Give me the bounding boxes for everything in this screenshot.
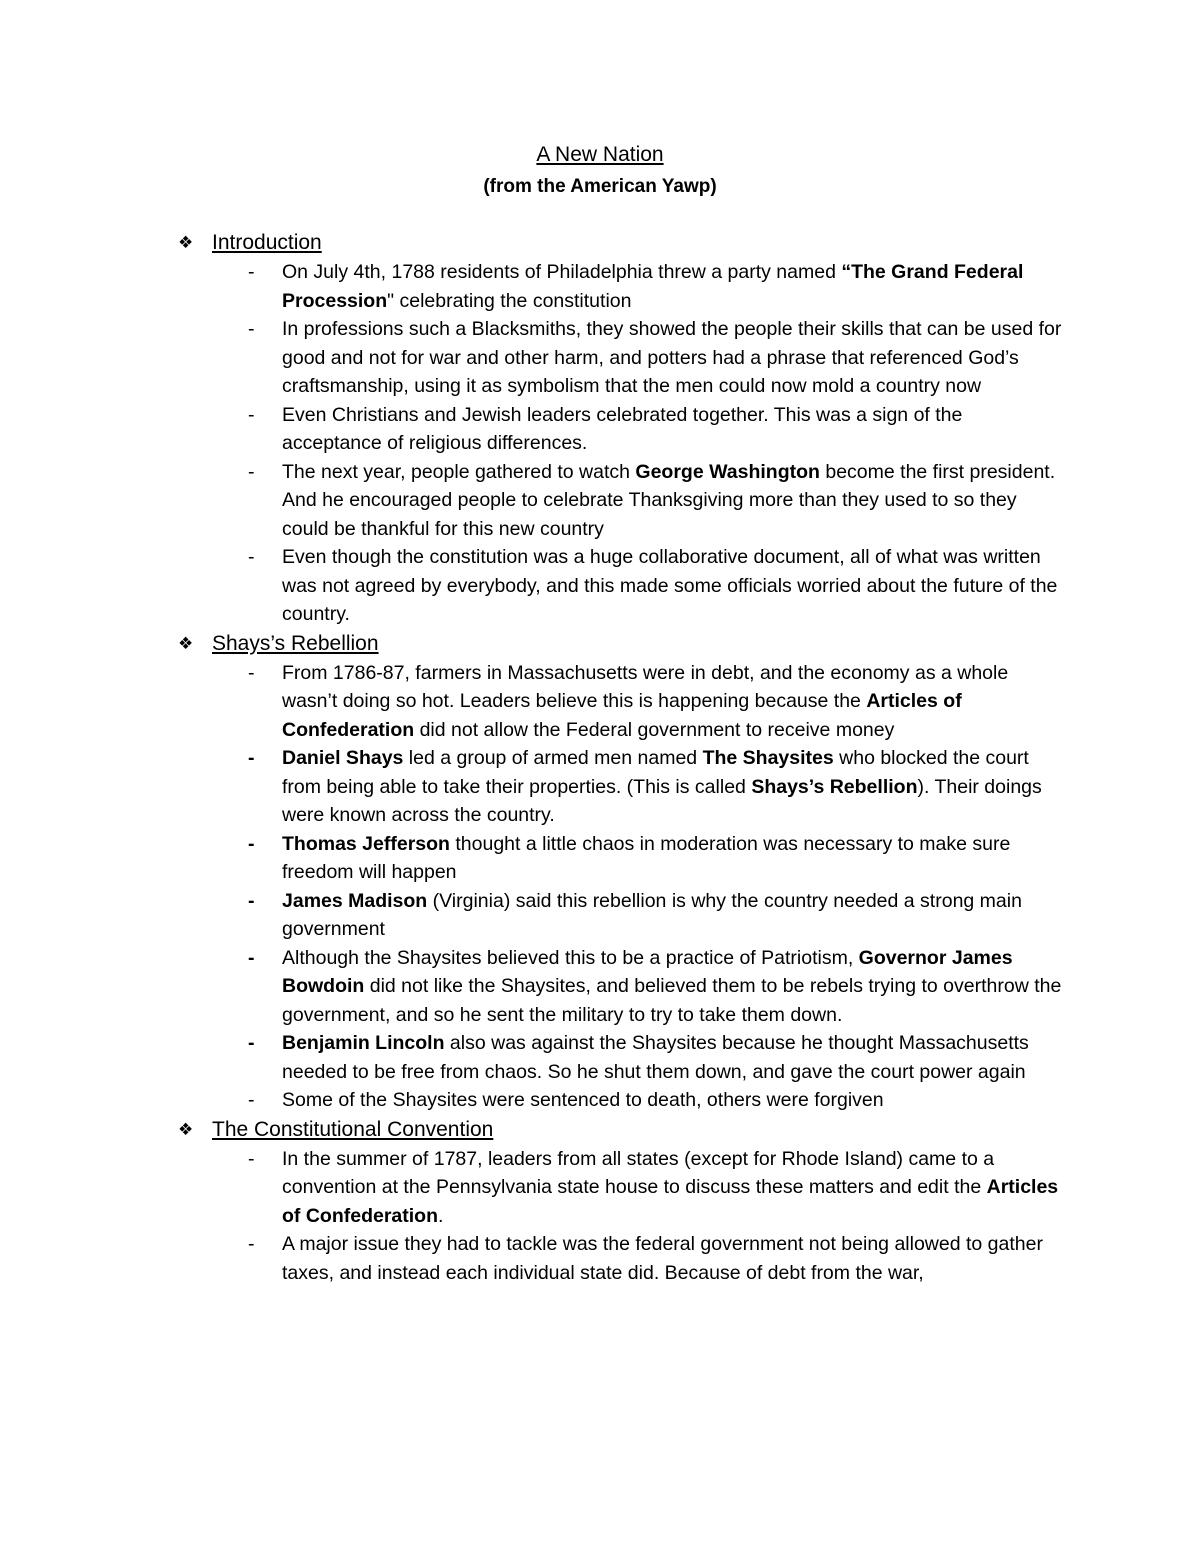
- dash-bullet: -: [248, 747, 255, 769]
- section-title: Introduction: [212, 231, 322, 254]
- bold-term: Shays’s Rebellion: [751, 775, 918, 798]
- dash-bullet: -: [248, 460, 255, 483]
- dash-bullet: -: [248, 1089, 255, 1111]
- list-item: [178, 1086, 1062, 1115]
- bold-term: “The Grand Federal Procession: [282, 261, 1024, 312]
- item-text: On July 4th, 1788 residents of Philadelphia threw a party named: [282, 261, 842, 283]
- list-item: [178, 458, 1062, 544]
- item-text: In the summer of 1787, leaders from all states (except for Rhode Island) came to a convention at the Pennsylvania state house to discuss these matters and edit the: [282, 1147, 995, 1198]
- dash-bullet: -: [248, 832, 255, 855]
- diamond-bullet-icon: ❖: [178, 1119, 194, 1139]
- dash-bullet: -: [248, 1032, 255, 1054]
- list-item: [178, 401, 1062, 458]
- bold-term: Articles of Confederation: [282, 690, 962, 741]
- item-text: The next year, people gathered to watch: [282, 460, 636, 483]
- list-item: [178, 315, 1062, 401]
- section-heading: [178, 228, 1078, 258]
- item-text: Even though the constitution was a huge collaborative document, all of what was written was not agreed by everybody, and this made some officials worried about the future of the country.: [282, 546, 1058, 625]
- item-text: led a group of armed men named: [403, 747, 703, 769]
- item-text: (Virginia) said this rebellion is why the country needed a strong main government: [282, 889, 1022, 940]
- list-item: [178, 944, 1062, 1030]
- list-item: [178, 1029, 1062, 1086]
- dash-bullet: -: [248, 946, 255, 969]
- bold-term: Thomas Jefferson: [282, 832, 450, 855]
- diamond-bullet-icon: ❖: [178, 233, 194, 252]
- item-text: did not allow the Federal government to receive money: [414, 718, 895, 741]
- list-item: [178, 1230, 1062, 1287]
- list-item: [178, 830, 1062, 887]
- list-item: [178, 744, 1062, 830]
- list-item: [178, 543, 1062, 629]
- dash-bullet: -: [248, 403, 255, 426]
- dash-bullet: -: [248, 318, 255, 340]
- dash-bullet: -: [248, 661, 255, 684]
- dash-bullet: -: [248, 1147, 255, 1170]
- bold-term: George Washington: [635, 460, 820, 483]
- item-text: .: [438, 1204, 444, 1227]
- item-text: A major issue they had to tackle was the federal government not being allowed to gather taxes, and instead each individual state did. Because of debt from the war,: [282, 1233, 1043, 1284]
- section-title: The Constitutional Convention: [212, 1117, 494, 1141]
- document-body: [178, 228, 1078, 1287]
- item-text: also was against the Shaysites because he thought Massachusetts needed to be free from chaos. So he shut them down, and gave the court power again: [282, 1032, 1029, 1083]
- list-item: [178, 887, 1062, 944]
- item-text: did not like the Shaysites, and believed them to be rebels trying to overthrow the government, and so he sent the military to try to take them down.: [282, 975, 1062, 1026]
- bold-term: Benjamin Lincoln: [282, 1032, 445, 1054]
- section-heading: [178, 1115, 1078, 1145]
- bold-term: Articles of Confederation: [282, 1176, 1059, 1227]
- dash-bullet: -: [248, 889, 255, 912]
- list-item: [178, 258, 1062, 315]
- item-text: thought a little chaos in moderation was necessary to make sure freedom will happen: [282, 832, 1011, 883]
- item-text: who blocked the court from being able to take their properties. (This is called: [282, 747, 1029, 798]
- item-text: From 1786-87, farmers in Massachusetts were in debt, and the economy as a whole wasn’t doing so hot. Leaders believe this is happening because the: [282, 661, 1009, 712]
- bold-term: James Madison: [282, 889, 428, 912]
- item-text: Some of the Shaysites were sentenced to death, others were forgiven: [282, 1089, 884, 1111]
- diamond-bullet-icon: ❖: [178, 633, 194, 653]
- bold-term: Governor James Bowdoin: [282, 946, 1013, 997]
- section-heading: [178, 629, 1078, 659]
- item-text: Even Christians and Jewish leaders celebrated together. This was a sign of the acceptance of religious differences.: [282, 403, 963, 454]
- dash-bullet: -: [248, 1233, 255, 1255]
- item-text: Although the Shaysites believed this to be a practice of Patriotism,: [282, 946, 859, 969]
- item-text: In professions such a Blacksmiths, they showed the people their skills that can be used for good and not for war and other harm, and potters had a phrase that referenced God’s craftsmanship, using it as symbolism that the men could now mold a country now: [282, 318, 1062, 397]
- bold-term: Daniel Shays: [282, 747, 404, 769]
- section-title: Shays’s Rebellion: [212, 631, 379, 655]
- bold-term: The Shaysites: [702, 747, 834, 769]
- dash-bullet: -: [248, 261, 255, 283]
- list-item: [178, 659, 1062, 745]
- dash-bullet: -: [248, 546, 255, 568]
- document-subtitle: (from the American Yawp): [483, 176, 717, 197]
- item-text: " celebrating the constitution: [387, 289, 632, 312]
- list-item: [178, 1145, 1062, 1231]
- item-text: ). Their doings were known across the country.: [282, 775, 1042, 826]
- document-title: A New Nation: [536, 143, 664, 166]
- item-text: become the first president. And he encouraged people to celebrate Thanksgiving more than they used to so they could be thankful for this new country: [282, 460, 1056, 540]
